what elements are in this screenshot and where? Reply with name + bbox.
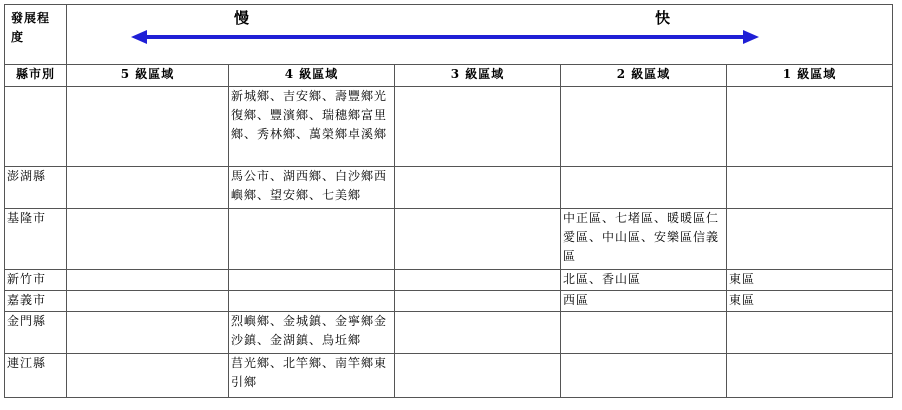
level1-cell (727, 354, 893, 398)
level5-cell (67, 167, 229, 209)
level1-cell: 東區 (727, 291, 893, 312)
level1-cell: 東區 (727, 270, 893, 291)
double-headed-arrow-icon (67, 5, 893, 56)
county-cell: 金門縣 (5, 312, 67, 354)
level2-cell (561, 354, 727, 398)
table-row (5, 354, 893, 398)
col-header-county: 縣市別 (5, 65, 67, 87)
level3-cell (395, 167, 561, 209)
level1-cell (727, 87, 893, 167)
level2-cell: 中正區、七堵區、暖暖區仁愛區、中山區、安樂區信義區 (561, 209, 727, 270)
column-header-row (5, 65, 893, 87)
level4-cell (229, 209, 395, 270)
arrow-head-left (131, 30, 147, 44)
level3-cell (395, 291, 561, 312)
level2-cell (561, 87, 727, 167)
level3-cell (395, 312, 561, 354)
county-cell (5, 87, 67, 167)
col-header-level2: 2 級區域 (561, 65, 727, 87)
level4-cell: 新城鄉、吉安鄉、壽豐鄉光復鄉、豐濱鄉、瑞穗鄉富里鄉、秀林鄉、萬榮鄉卓溪鄉 (229, 87, 395, 167)
county-cell: 澎湖縣 (5, 167, 67, 209)
level5-cell (67, 312, 229, 354)
level2-cell: 北區、香山區 (561, 270, 727, 291)
level5-cell (67, 209, 229, 270)
table-row (5, 312, 893, 354)
level2-cell: 西區 (561, 291, 727, 312)
speed-scale (67, 5, 893, 65)
level5-cell (67, 354, 229, 398)
level3-cell (395, 270, 561, 291)
development-table (4, 4, 893, 398)
level3-cell (395, 87, 561, 167)
level4-cell (229, 291, 395, 312)
level4-cell: 莒光鄉、北竿鄉、南竿鄉東引鄉 (229, 354, 395, 398)
col-header-level3: 3 級區域 (395, 65, 561, 87)
level5-cell (67, 87, 229, 167)
county-cell: 連江縣 (5, 354, 67, 398)
county-cell: 新竹市 (5, 270, 67, 291)
table-row (5, 291, 893, 312)
arrow-head-right (743, 30, 759, 44)
level2-cell (561, 312, 727, 354)
level1-cell (727, 312, 893, 354)
table-row (5, 87, 893, 167)
col-header-level5: 5 級區域 (67, 65, 229, 87)
level4-cell (229, 270, 395, 291)
col-header-level1: 1 級區域 (727, 65, 893, 87)
level1-cell (727, 209, 893, 270)
table-row (5, 167, 893, 209)
county-cell: 嘉義市 (5, 291, 67, 312)
level3-cell (395, 354, 561, 398)
table-row (5, 209, 893, 270)
level5-cell (67, 291, 229, 312)
table-row (5, 270, 893, 291)
fast-label: 快 (655, 9, 672, 27)
level4-cell: 馬公市、湖西鄉、白沙鄉西嶼鄉、望安鄉、七美鄉 (229, 167, 395, 209)
level1-cell (727, 167, 893, 209)
slow-label: 慢 (234, 9, 251, 27)
progress-label: 發展程度 (5, 5, 67, 65)
level2-cell (561, 167, 727, 209)
county-cell: 基隆市 (5, 209, 67, 270)
speed-header-row (5, 5, 893, 65)
level5-cell (67, 270, 229, 291)
level4-cell: 烈嶼鄉、金城鎮、金寧鄉金沙鎮、金湖鎮、烏坵鄉 (229, 312, 395, 354)
level3-cell (395, 209, 561, 270)
col-header-level4: 4 級區域 (229, 65, 395, 87)
